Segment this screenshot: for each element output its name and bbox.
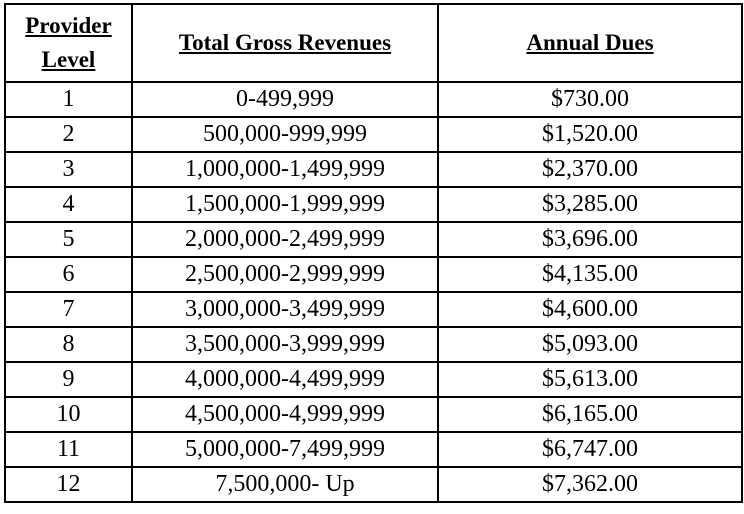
dues-cell: $5,093.00 xyxy=(438,327,742,362)
table-row xyxy=(5,82,742,117)
dues-cell: $5,613.00 xyxy=(438,362,742,397)
dues-cell: $730.00 xyxy=(438,82,742,117)
revenues-cell: 0-499,999 xyxy=(132,82,438,117)
level-cell: 6 xyxy=(5,257,132,292)
table-row xyxy=(5,327,742,362)
revenues-cell: 1,000,000-1,499,999 xyxy=(132,152,438,187)
level-cell: 5 xyxy=(5,222,132,257)
level-cell: 1 xyxy=(5,82,132,117)
revenues-cell: 3,000,000-3,499,999 xyxy=(132,292,438,327)
table-row xyxy=(5,117,742,152)
revenues-cell: 3,500,000-3,999,999 xyxy=(132,327,438,362)
table-row xyxy=(5,362,742,397)
revenues-cell: 5,000,000-7,499,999 xyxy=(132,432,438,467)
dues-table xyxy=(4,3,743,503)
table-row xyxy=(5,222,742,257)
dues-cell: $4,135.00 xyxy=(438,257,742,292)
header-provider-level-line1: Provider xyxy=(25,13,112,38)
dues-cell: $6,747.00 xyxy=(438,432,742,467)
dues-cell: $3,696.00 xyxy=(438,222,742,257)
table-row xyxy=(5,432,742,467)
level-cell: 2 xyxy=(5,117,132,152)
table-row xyxy=(5,257,742,292)
level-cell: 3 xyxy=(5,152,132,187)
table-row xyxy=(5,152,742,187)
dues-cell: $6,165.00 xyxy=(438,397,742,432)
dues-cell: $2,370.00 xyxy=(438,152,742,187)
header-provider-level-line2: Level xyxy=(41,47,96,72)
revenues-cell: 500,000-999,999 xyxy=(132,117,438,152)
level-cell: 12 xyxy=(5,467,132,502)
level-cell: 8 xyxy=(5,327,132,362)
revenues-cell: 7,500,000- Up xyxy=(132,467,438,502)
header-total-gross-revenues: Total Gross Revenues xyxy=(132,4,438,82)
level-cell: 11 xyxy=(5,432,132,467)
revenues-cell: 4,500,000-4,999,999 xyxy=(132,397,438,432)
level-cell: 4 xyxy=(5,187,132,222)
header-annual-dues: Annual Dues xyxy=(438,4,742,82)
table-row xyxy=(5,467,742,502)
level-cell: 9 xyxy=(5,362,132,397)
header-row xyxy=(5,4,742,82)
revenues-cell: 4,000,000-4,499,999 xyxy=(132,362,438,397)
revenues-cell: 2,000,000-2,499,999 xyxy=(132,222,438,257)
revenues-cell: 2,500,000-2,999,999 xyxy=(132,257,438,292)
header-provider-level xyxy=(5,4,132,82)
revenues-cell: 1,500,000-1,999,999 xyxy=(132,187,438,222)
dues-cell: $1,520.00 xyxy=(438,117,742,152)
table-row xyxy=(5,397,742,432)
level-cell: 10 xyxy=(5,397,132,432)
dues-cell: $4,600.00 xyxy=(438,292,742,327)
dues-cell: $7,362.00 xyxy=(438,467,742,502)
level-cell: 7 xyxy=(5,292,132,327)
table-row xyxy=(5,187,742,222)
table-row xyxy=(5,292,742,327)
dues-cell: $3,285.00 xyxy=(438,187,742,222)
